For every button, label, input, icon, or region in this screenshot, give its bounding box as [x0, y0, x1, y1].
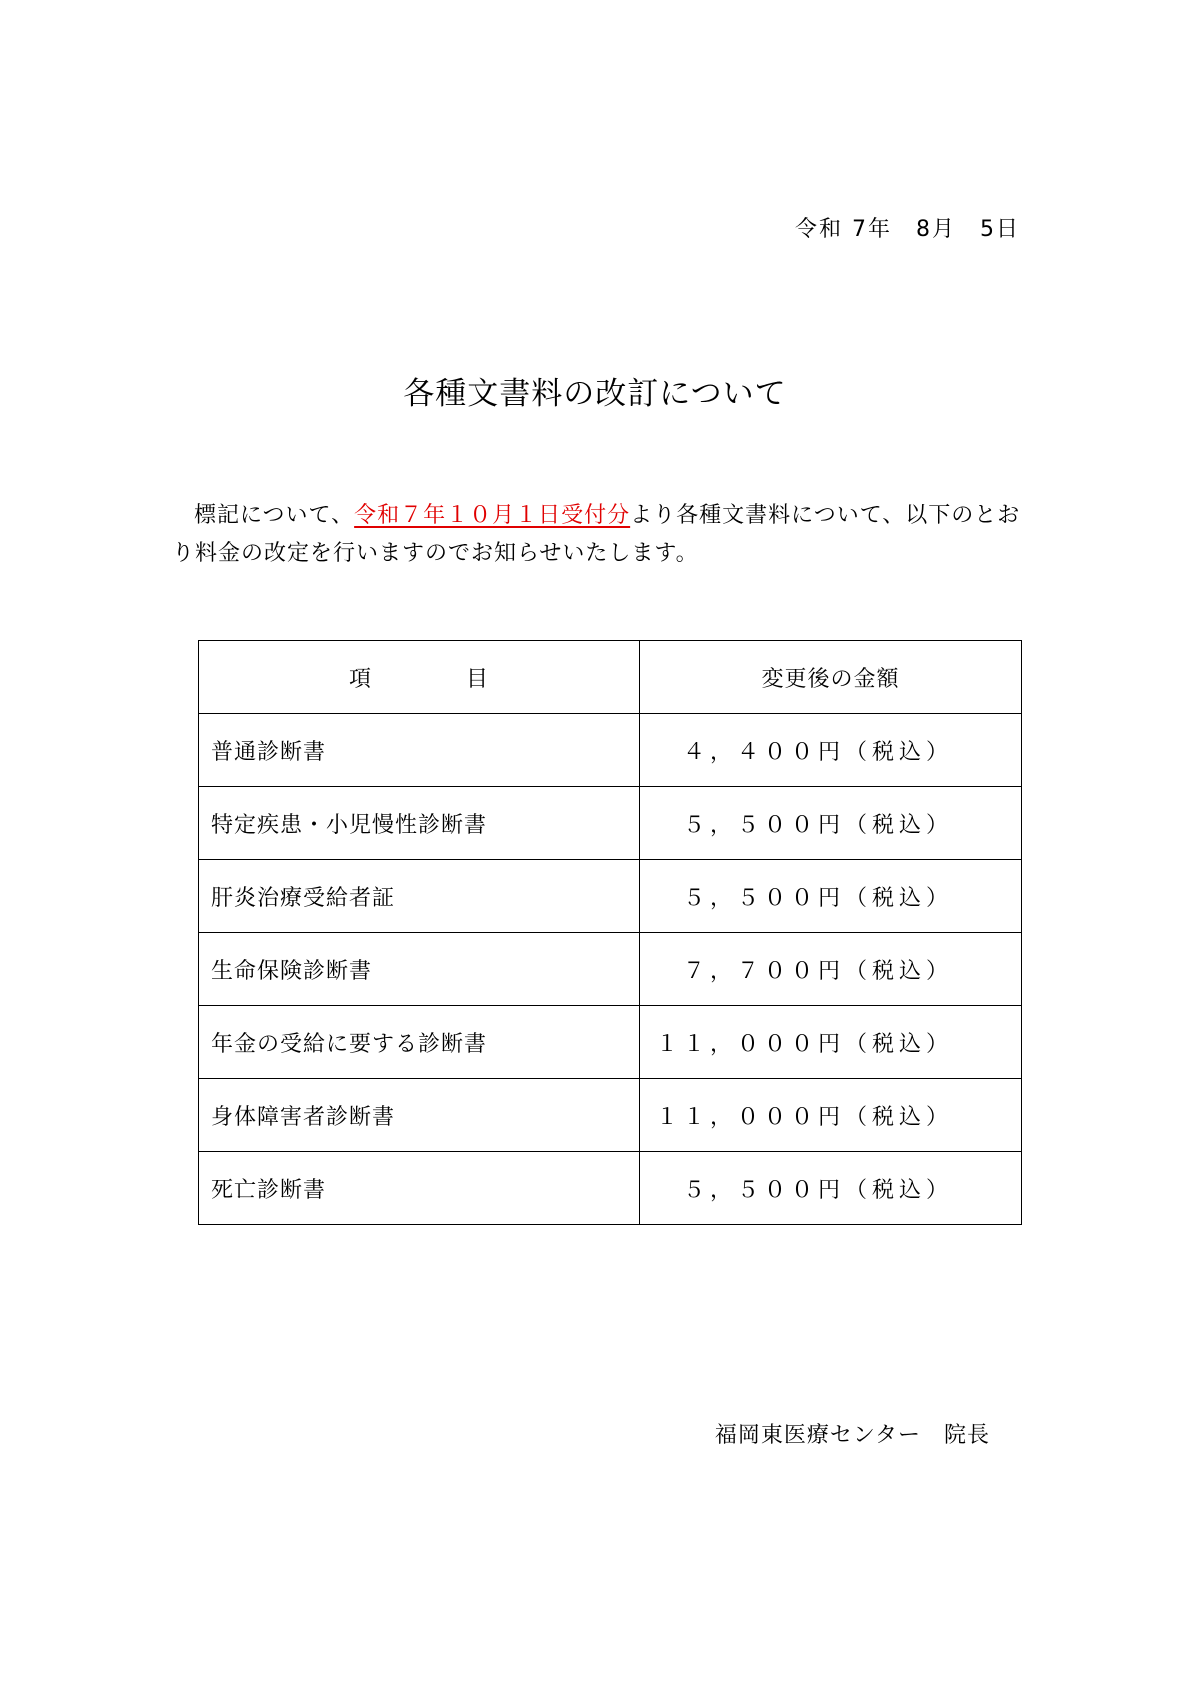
fee-table	[198, 640, 1022, 1225]
row-price: ５，５００円（税込）	[640, 860, 1022, 933]
row-price: ４，４００円（税込）	[640, 714, 1022, 787]
row-price: ５，５００円（税込）	[640, 1152, 1022, 1225]
row-item: 普通診断書	[199, 714, 640, 787]
row-price: １１，０００円（税込）	[640, 1079, 1022, 1152]
effective-date-highlight: 令和７年１０月１日受付分	[354, 503, 631, 528]
header-price: 変更後の金額	[640, 641, 1022, 714]
row-item: 特定疾患・小児慢性診断書	[199, 787, 640, 860]
page-title: 各種文書料の改訂について	[403, 376, 787, 412]
table-row	[199, 714, 1022, 787]
notice-body	[172, 497, 1022, 573]
body-text-after: より各種文書料について、以下のとおり料金の改定を行いますのでお知らせいたします。	[172, 503, 1021, 566]
body-text-before: 標記について、	[194, 503, 355, 528]
table-row	[199, 1152, 1022, 1225]
header-item	[199, 641, 640, 714]
table-row	[199, 1079, 1022, 1152]
table-row	[199, 787, 1022, 860]
row-item: 年金の受給に要する診断書	[199, 1006, 640, 1079]
table-row	[199, 1006, 1022, 1079]
document-date: 令和 7年 8月 5日	[795, 217, 1020, 242]
row-item: 肝炎治療受給者証	[199, 860, 640, 933]
table-header-row	[199, 641, 1022, 714]
header-item-label: 項目	[349, 666, 489, 692]
table-row	[199, 860, 1022, 933]
table-row	[199, 933, 1022, 1006]
row-price: ７，７００円（税込）	[640, 933, 1022, 1006]
row-price: １１，０００円（税込）	[640, 1006, 1022, 1079]
row-item: 身体障害者診断書	[199, 1079, 640, 1152]
signature: 福岡東医療センター 院長	[714, 1423, 990, 1448]
row-item: 生命保険診断書	[199, 933, 640, 1006]
row-price: ５，５００円（税込）	[640, 787, 1022, 860]
row-item: 死亡診断書	[199, 1152, 640, 1225]
